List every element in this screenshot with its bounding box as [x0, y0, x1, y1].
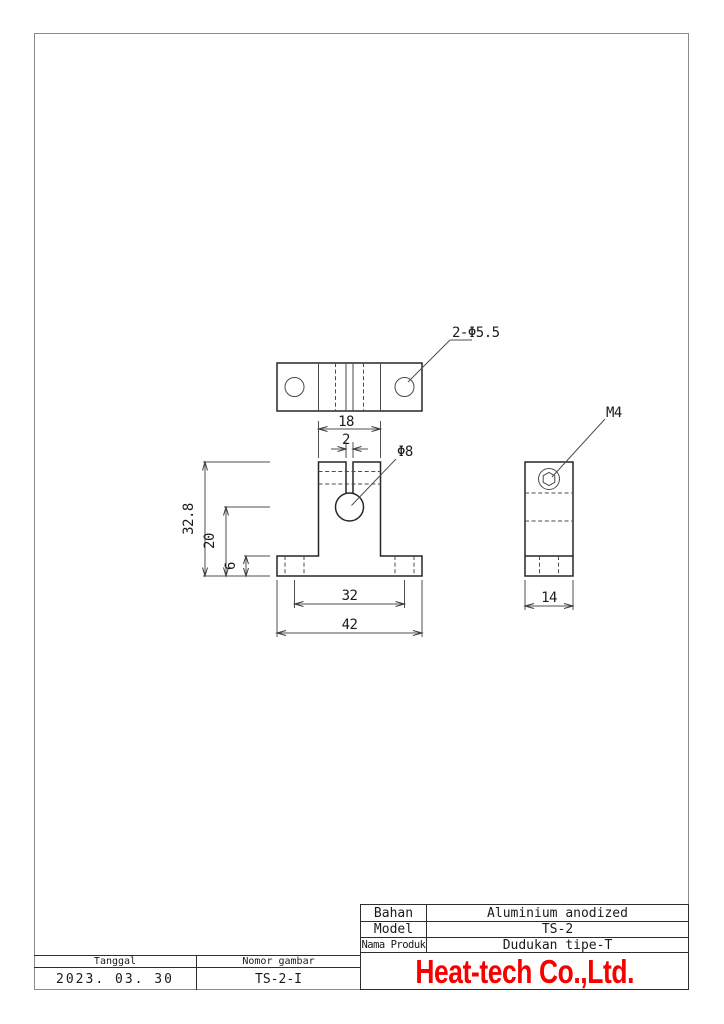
callout-thread-text: M4 — [606, 405, 622, 421]
model-value: TS-2 — [427, 922, 688, 938]
product-label: Nama Produk — [361, 939, 426, 951]
date-value: 2023. 03. 30 — [34, 968, 197, 990]
product-value: Dudukan tipe-T — [427, 938, 688, 953]
front-view-hidden-lines — [285, 472, 414, 577]
callouts — [352, 325, 622, 506]
front-view-outline — [277, 462, 422, 576]
side-view-hex-socket — [543, 472, 555, 485]
callout-bore — [352, 444, 413, 506]
dim-hole-pitch-text: 32 — [341, 588, 358, 604]
side-view-outline — [525, 462, 573, 576]
number-value: TS-2-I — [255, 971, 302, 987]
front-view — [277, 462, 422, 576]
dimensions — [181, 414, 573, 637]
top-view-edge-lines — [319, 363, 381, 411]
dim-slot-width-text: 2 — [342, 432, 350, 448]
side-view — [525, 462, 573, 576]
dim-side-width — [525, 580, 573, 610]
dim-total-height-text: 32.8 — [181, 503, 197, 535]
date-number-block — [34, 955, 360, 990]
top-view-outline — [277, 363, 422, 411]
dim-side-width-text: 14 — [541, 590, 557, 606]
dim-base-width-text: 42 — [341, 617, 358, 633]
material-label: Bahan — [361, 905, 427, 922]
callout-thread — [552, 405, 622, 477]
company-logo — [361, 953, 688, 991]
dim-slot-width — [331, 432, 368, 458]
company-logo-text: Heat-tech Co.,Ltd. — [415, 953, 634, 990]
top-view-hidden-bore-lines — [336, 363, 364, 411]
top-view-left-hole — [285, 378, 304, 397]
callout-holes-text: 2-Φ5.5 — [452, 325, 500, 341]
model-label: Model — [361, 922, 427, 938]
material-value: Aluminium anodized — [427, 905, 688, 922]
dim-center-height-text: 20 — [202, 533, 218, 549]
top-view-right-hole — [395, 378, 414, 397]
dim-base-height — [223, 556, 270, 576]
callout-bore-text: Φ8 — [397, 444, 413, 460]
number-label: Nomor gambar — [197, 956, 360, 968]
title-block — [360, 904, 689, 990]
dim-hole-pitch — [295, 580, 405, 608]
top-view — [277, 363, 422, 411]
dim-base-height-text: 6 — [223, 562, 239, 570]
date-label: Tanggal — [34, 956, 197, 968]
dim-col-width-text: 18 — [338, 414, 354, 430]
side-view-hidden-lines — [525, 493, 573, 576]
